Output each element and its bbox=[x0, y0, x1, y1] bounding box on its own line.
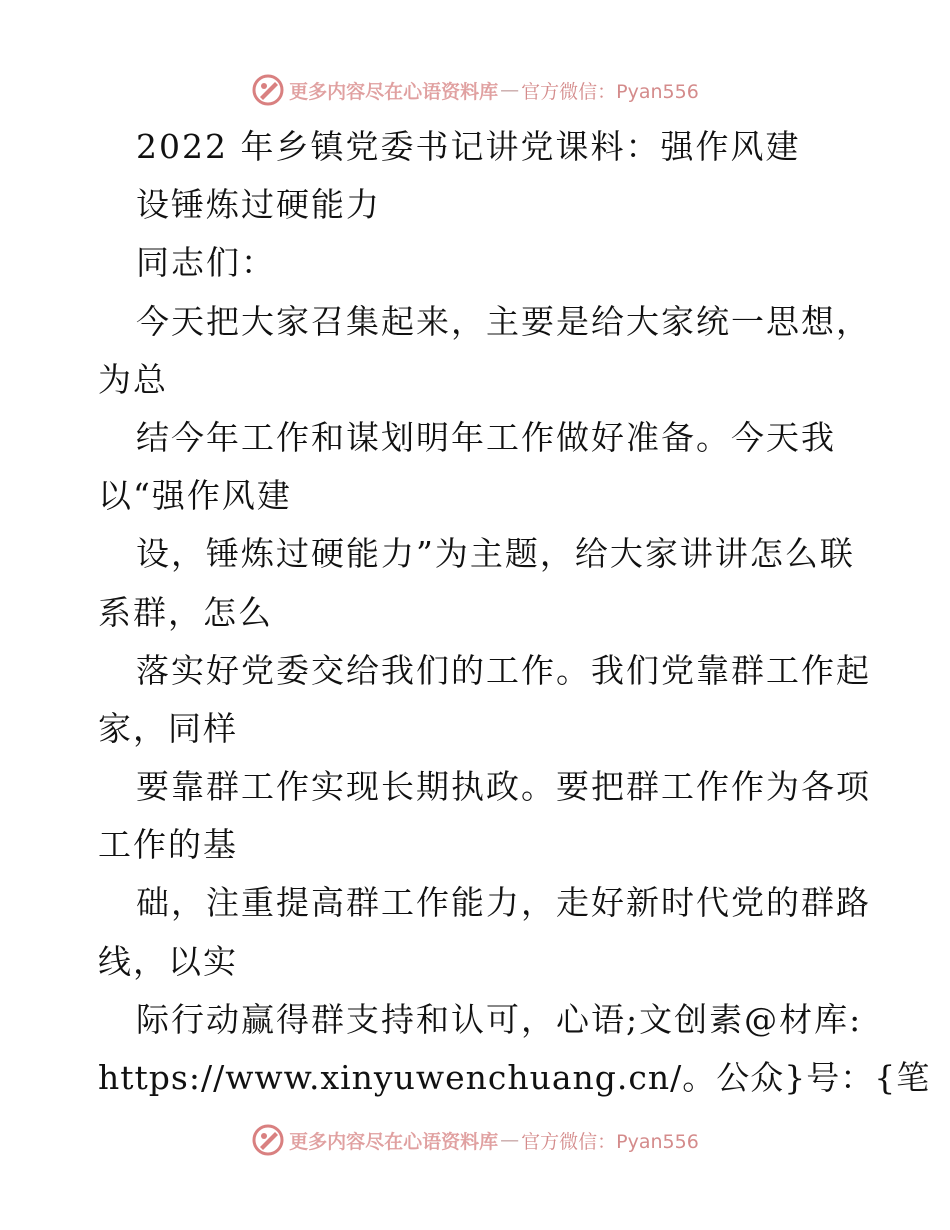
body-line: 为总 bbox=[98, 359, 168, 399]
body-line: 今天把大家召集起来，主要是给大家统一思想， bbox=[136, 301, 871, 341]
body-line: 设，锤炼过硬能力”为主题，给大家讲讲怎么联 bbox=[136, 534, 855, 574]
title-line-1: 2022 年乡镇党委书记讲党课料：强作风建 bbox=[136, 127, 801, 166]
body-line: 家，同样 bbox=[98, 708, 238, 748]
watermark-separator: — bbox=[500, 79, 520, 101]
body-line: 要靠群工作实现长期执政。要把群工作作为各项 bbox=[136, 767, 871, 807]
watermark-contact: 官方微信：Pyan556 bbox=[521, 1130, 699, 1153]
watermark-text: 更多内容尽在心语资料库 bbox=[289, 1130, 499, 1153]
watermark-contact: 官方微信：Pyan556 bbox=[521, 80, 699, 103]
document-body bbox=[98, 118, 931, 1107]
watermark-header bbox=[0, 70, 950, 110]
brand-logo-icon bbox=[251, 1123, 285, 1157]
watermark-text: 更多内容尽在心语资料库 bbox=[289, 80, 499, 103]
body-line: 线，以实 bbox=[98, 941, 238, 981]
body-line: 结今年工作和谋划明年工作做好准备。今天我 bbox=[136, 417, 836, 457]
watermark-footer bbox=[0, 1120, 950, 1160]
body-line: 落实好党委交给我们的工作。我们党靠群工作起 bbox=[136, 650, 871, 690]
brand-logo-icon bbox=[251, 73, 285, 107]
body-line: 工作的基 bbox=[98, 825, 238, 865]
body-line-url: https://www.xinyuwenchuang.cn/。公众}号：{笔 bbox=[98, 1058, 931, 1097]
body-line: 系群，怎么 bbox=[98, 592, 273, 632]
title-line-2: 设锤炼过硬能力 bbox=[136, 185, 381, 225]
body-line: 以“强作风建 bbox=[98, 476, 292, 516]
body-line: 础，注重提高群工作能力，走好新时代党的群路 bbox=[136, 883, 871, 923]
watermark-separator: — bbox=[500, 1129, 520, 1151]
salutation: 同志们： bbox=[136, 243, 276, 283]
body-line: 际行动赢得群支持和认可，心语;文创素@材库: bbox=[136, 999, 863, 1039]
